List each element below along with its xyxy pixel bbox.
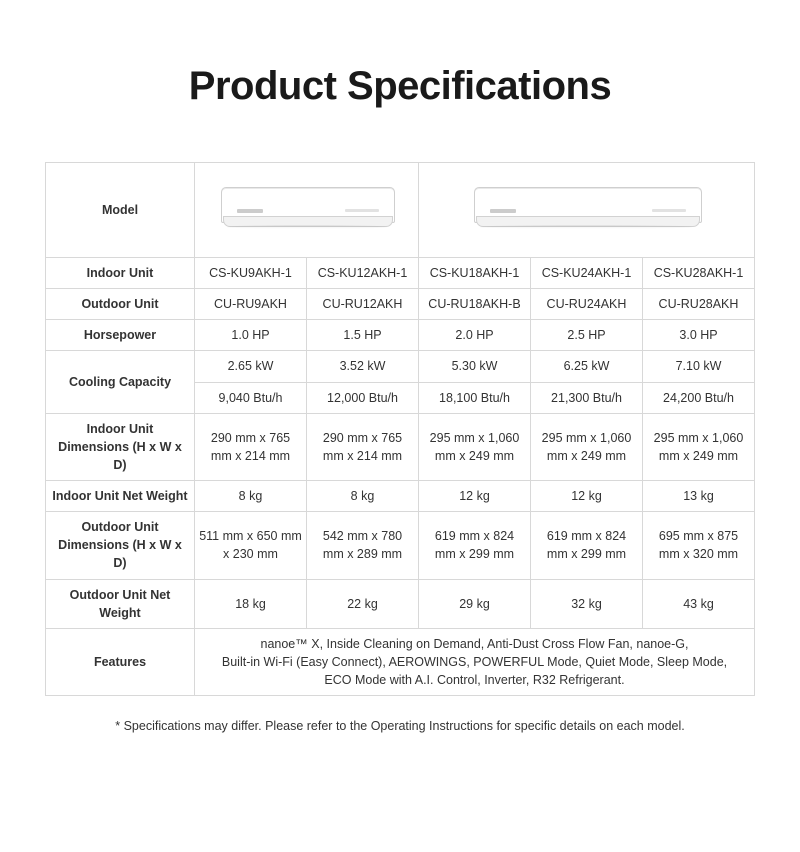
row-label-outdoor-unit: Outdoor Unit [46,289,195,320]
air-conditioner-indoor-unit-icon [199,169,414,251]
cell-cooling-kw-4: 6.25 kW [531,351,643,382]
cell-outdoor-dim-4: 619 mm x 824 mm x 299 mm [531,512,643,579]
cell-indoor-weight-1: 8 kg [195,481,307,512]
air-conditioner-indoor-unit-wide-icon [423,169,750,251]
cell-outdoor-dim-3: 619 mm x 824 mm x 299 mm [419,512,531,579]
cell-outdoor-unit-5: CU-RU28AKH [643,289,755,320]
cell-cooling-kw-2: 3.52 kW [307,351,419,382]
cell-indoor-unit-5: CS-KU28AKH-1 [643,258,755,289]
cell-cooling-kw-3: 5.30 kW [419,351,531,382]
cell-outdoor-weight-1: 18 kg [195,579,307,628]
cell-cooling-btu-2: 12,000 Btu/h [307,382,419,413]
cell-indoor-dim-4: 295 mm x 1,060 mm x 249 mm [531,413,643,480]
cell-indoor-unit-2: CS-KU12AKH-1 [307,258,419,289]
cell-outdoor-unit-4: CU-RU24AKH [531,289,643,320]
cell-indoor-weight-3: 12 kg [419,481,531,512]
cell-outdoor-dim-1: 511 mm x 650 mm x 230 mm [195,512,307,579]
cell-outdoor-unit-3: CU-RU18AKH-B [419,289,531,320]
table-row-model [46,163,755,258]
table-row-horsepower [46,320,755,351]
cell-outdoor-weight-3: 29 kg [419,579,531,628]
table-row-outdoor-weight [46,579,755,628]
cell-outdoor-weight-5: 43 kg [643,579,755,628]
row-label-indoor-dimensions: Indoor Unit Dimensions (H x W x D) [46,413,195,480]
cell-horsepower-1: 1.0 HP [195,320,307,351]
cell-horsepower-4: 2.5 HP [531,320,643,351]
cell-indoor-dim-1: 290 mm x 765 mm x 214 mm [195,413,307,480]
cell-cooling-kw-1: 2.65 kW [195,351,307,382]
cell-horsepower-3: 2.0 HP [419,320,531,351]
row-label-model: Model [46,163,195,258]
cell-outdoor-unit-2: CU-RU12AKH [307,289,419,320]
row-label-horsepower: Horsepower [46,320,195,351]
cell-cooling-btu-1: 9,040 Btu/h [195,382,307,413]
row-label-indoor-weight: Indoor Unit Net Weight [46,481,195,512]
specifications-table-wrapper [45,110,755,696]
cell-indoor-unit-4: CS-KU24AKH-1 [531,258,643,289]
cell-cooling-btu-4: 21,300 Btu/h [531,382,643,413]
cell-features [195,628,755,695]
table-row-features [46,628,755,695]
row-label-cooling-capacity: Cooling Capacity [46,351,195,413]
cell-indoor-weight-4: 12 kg [531,481,643,512]
specifications-table [45,162,755,696]
cell-outdoor-dim-5: 695 mm x 875 mm x 320 mm [643,512,755,579]
cell-outdoor-unit-1: CU-RU9AKH [195,289,307,320]
cell-indoor-unit-1: CS-KU9AKH-1 [195,258,307,289]
table-row-cooling-capacity-kw [46,351,755,382]
model-image-cell-left [195,163,419,258]
table-row-outdoor-unit [46,289,755,320]
cell-indoor-unit-3: CS-KU18AKH-1 [419,258,531,289]
cell-indoor-dim-3: 295 mm x 1,060 mm x 249 mm [419,413,531,480]
row-label-outdoor-dimensions: Outdoor Unit Dimensions (H x W x D) [46,512,195,579]
row-label-features: Features [46,628,195,695]
cell-horsepower-5: 3.0 HP [643,320,755,351]
cell-horsepower-2: 1.5 HP [307,320,419,351]
page-title: Product Specifications [188,64,612,108]
footnote: * Specifications may differ. Please refer to the Operating Instructions for specific details on each model. [115,719,685,734]
cell-outdoor-dim-2: 542 mm x 780 mm x 289 mm [307,512,419,579]
cell-indoor-weight-5: 13 kg [643,481,755,512]
table-row-indoor-unit [46,258,755,289]
cell-outdoor-weight-4: 32 kg [531,579,643,628]
features-line-1: nanoe™ X, Inside Cleaning on Demand, Anti-Dust Cross Flow Fan, nanoe-G, [260,636,689,651]
cell-cooling-kw-5: 7.10 kW [643,351,755,382]
cell-indoor-dim-5: 295 mm x 1,060 mm x 249 mm [643,413,755,480]
cell-cooling-btu-3: 18,100 Btu/h [419,382,531,413]
table-row-outdoor-dimensions [46,512,755,579]
cell-cooling-btu-5: 24,200 Btu/h [643,382,755,413]
table-row-indoor-weight [46,481,755,512]
cell-indoor-dim-2: 290 mm x 765 mm x 214 mm [307,413,419,480]
row-label-indoor-unit: Indoor Unit [46,258,195,289]
features-line-3: ECO Mode with A.I. Control, Inverter, R32 Refrigerant. [324,673,625,687]
cell-indoor-weight-2: 8 kg [307,481,419,512]
features-line-2: Built-in Wi-Fi (Easy Connect), AEROWINGS, POWERFUL Mode, Quiet Mode, Sleep Mode, [221,654,728,669]
row-label-outdoor-weight: Outdoor Unit Net Weight [46,579,195,628]
model-image-cell-right [419,163,755,258]
cell-outdoor-weight-2: 22 kg [307,579,419,628]
table-row-indoor-dimensions [46,413,755,480]
